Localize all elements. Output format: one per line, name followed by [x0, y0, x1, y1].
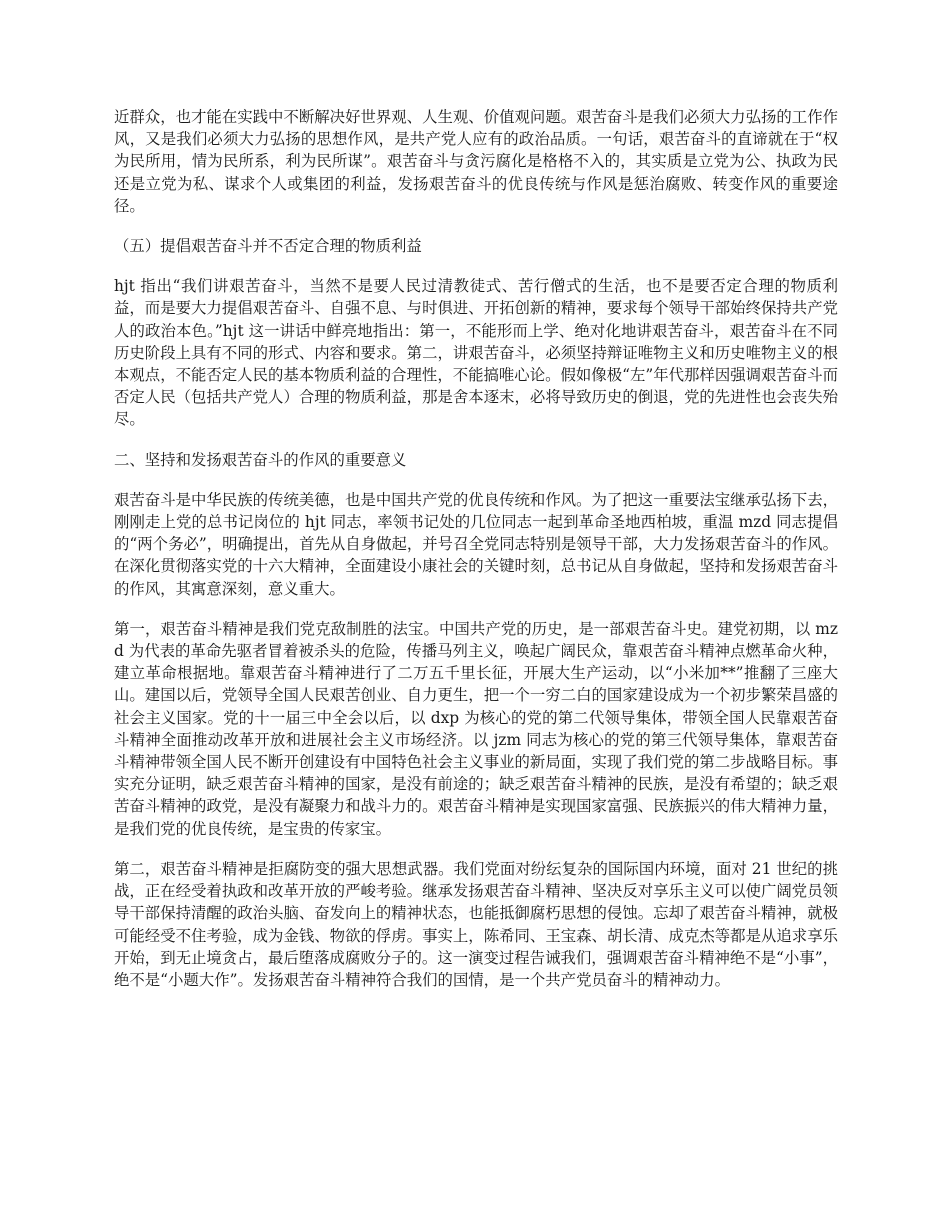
paragraph-second-point: 第二，艰苦奋斗精神是拒腐防变的强大思想武器。我们党面对纷纭复杂的国际国内环境，面对 21 世纪的挑战，正在经受着执政和改革开放的严峻考验。继承发扬艰苦奋斗精神、坚决反对享乐主义可以使广阔党员领导干部保持清醒的政治头脑、奋发向上的精神状态，也能抵御腐朽思想的侵蚀。忘却了艰苦奋斗精神，就极可能经受不住考验，成为金钱、物欲的俘虏。事实上，陈希同、王宝森、胡长清、成克杰等都是从追求享乐开始，到无止境贪占，最后堕落成腐败分子的。这一演变过程告诫我们，强调艰苦奋斗精神绝不是“小事”，绝不是“小题大作”。发扬艰苦奋斗精神符合我们的国情，是一个共产党员奋斗的精神动力。 [114, 859, 838, 989]
paragraph-first-point: 第一，艰苦奋斗精神是我们党克敌制胜的法宝。中国共产党的历史，是一部艰苦奋斗史。建党初期，以 mzd 为代表的革命先驱者冒着被杀头的危险，传播马列主义，唤起广阔民众，靠艰苦奋斗精神点燃革命火种，建立革命根据地。靠艰苦奋斗精神进行了二万五千里长征，开展大生产运动，以“小米加**”推翻了三座大山。建国以后，党领导全国人民艰苦创业、自力更生，把一个一穷二白的国家建设成为一个初步繁荣昌盛的社会主义国家。党的十一届三中全会以后，以 dxp 为核心的党的第二代领导集体，带领全国人民靠艰苦奋斗精神全面推动改革开放和进展社会主义市场经济。以 jzm 同志为核心的党的第三代领导集体，靠艰苦奋斗精神带领全国人民不断开创建设有中国特色社会主义事业的新局面，实现了我们党的第二步战略目标。事实充分证明，缺乏艰苦奋斗精神的国家，是没有前途的；缺乏艰苦奋斗精神的民族，是没有希望的；缺乏艰苦奋斗精神的政党，是没有凝聚力和战斗力的。艰苦奋斗精神是实现国家富强、民族振兴的伟大精神力量，是我们党的优良传统，是宝贵的传家宝。 [114, 619, 838, 838]
paragraph-traditional-virtue: 艰苦奋斗是中华民族的传统美德，也是中国共产党的优良传统和作风。为了把这一重要法宝继承弘扬下去，刚刚走上党的总书记岗位的 hjt 同志，率领书记处的几位同志一起到革命圣地西柏坡，重温 mzd 同志提倡的“两个务必”，明确提出，首先从自身做起，并号召全党同志特别是领导干部，大力发扬艰苦奋斗的作风。在深化贯彻落实党的十六大精神，全面建设小康社会的关键时刻，总书记从自身做起，坚持和发扬艰苦奋斗的作风，其寓意深刻，意义重大。 [114, 490, 838, 598]
paragraph-hard-work-style: 近群众，也才能在实践中不断解决好世界观、人生观、价值观问题。艰苦奋斗是我们必须大力弘扬的工作作风，又是我们必须大力弘扬的思想作风，是共产党人应有的政治品质。一句话，艰苦奋斗的直谛就在于“权为民所用，情为民所系，利为民所谋”。艰苦奋斗与贪污腐化是格格不入的，其实质是立党为公、执政为民还是立党为私、谋求个人或集团的利益，发扬艰苦奋斗的优良传统与作风是惩治腐败、转变作风的重要途径。 [114, 108, 838, 215]
paragraph-hjt-speech: hjt 指出“我们讲艰苦奋斗，当然不是要人民过清教徒式、苦行僧式的生活，也不是要否定合理的物质利益，而是要大力提倡艰苦奋斗、自强不息、与时俱进、开拓创新的精神，要求每个领导干部始终保持共产党人的政治本色。”hjt 这一讲话中鲜亮地指出：第一，不能形而上学、绝对化地讲艰苦奋斗，艰苦奋斗在不同历史阶段上具有不同的形式、内容和要求。第二，讲艰苦奋斗，必须坚持辩证唯物主义和历史唯物主义的根本观点，不能否定人民的基本物质利益的合理性，不能搞唯心论。假如像极“左”年代那样因强调艰苦奋斗而否定人民（包括共产党人）合理的物质利益，那是舍本逐末，必将导致历史的倒退，党的先进性也会丧失殆尽。 [114, 277, 838, 429]
section-heading-significance: 二、坚持和发扬艰苦奋斗的作风的重要意义 [114, 450, 407, 469]
section-heading-material-interests: （五）提倡艰苦奋斗并不否定合理的物质利益 [114, 237, 422, 256]
